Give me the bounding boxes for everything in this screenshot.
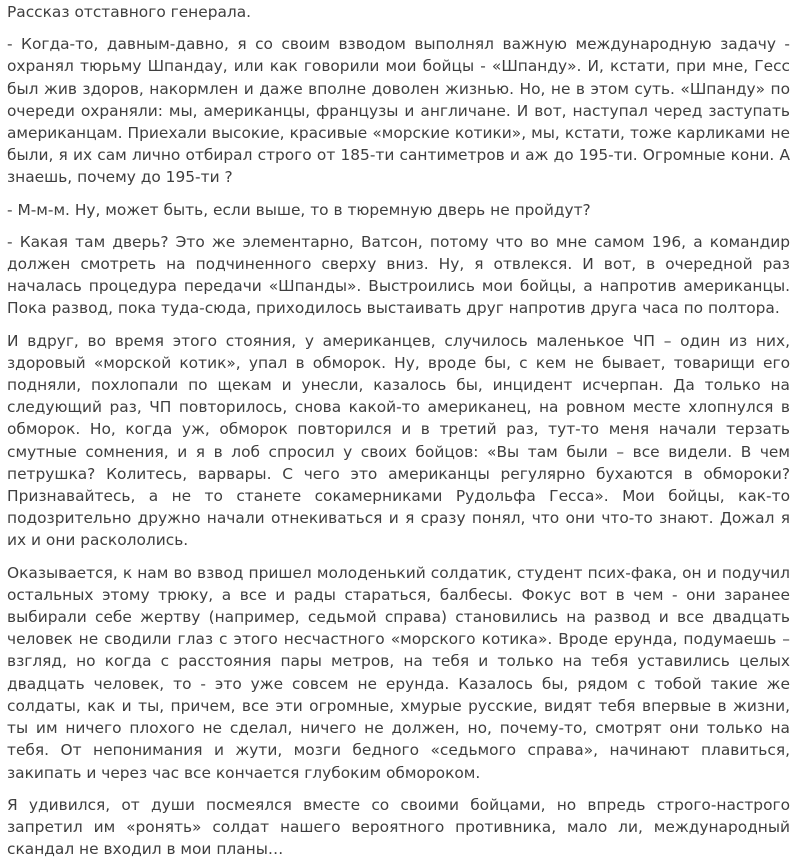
article-paragraph: И вдруг, во время этого стояния, у американцев, случилось маленькое ЧП – один из них, здоровый «морской котик», упал в обморок. Ну, вроде бы, с кем не бывает, товарищи его подняли, похлопали по щекам и унесли, казалось бы, инцидент исчерпан. Да только на следующий раз, ЧП повторилось, снова какой-то американец, на ровном месте хлопнулся в обморок. Но, когда уж, обморок повторился и в третий раз, тут-то меня начали терзать смутные сомнения, и я в лоб спросил у своих бойцов: «Вы там были – все видели. В чем петрушка? Колитесь, варвары. С чего это американцы регулярно бухаются в обмороки? Признавайтесь, а не то станете сокамерниками Рудольфа Гесса». Мои бойцы, как-то подозрительно дружно начали отнекиваться и я сразу понял, что они что-то знают. Дожал я их и они раскололись.	[7, 331, 790, 550]
article-paragraph: - Когда-то, давным-давно, я со своим взводом выполнял важную международную задачу - охранял тюрьму Шпандау, или как говорили мои бойцы - «Шпанду». И, кстати, при мне, Гесс был жив здоров, накормлен и даже вполне доволен жизнью. Но, не в этом суть. «Шпанду» по очереди охраняли: мы, американцы, французы и англичане. И вот, наступал черед заступать американцам. Приехали высокие, красивые «морские котики», мы, кстати, тоже карликами не были, я их сам лично отбирал строго от 185-ти сантиметров и аж до 195-ти. Огромные кони. А знаешь, почему до 195-ти ?	[7, 35, 790, 187]
article-paragraph: - Какая там дверь? Это же элементарно, Ватсон, потому что во мне самом 196, а командир должен смотреть на подчиненного сверху вниз. Ну, я отвлекся. И вот, в очередной раз началась процедура передачи «Шпанды». Выстроились мои бойцы, а напротив американцы. Пока развод, пока туда-сюда, приходилось выстаивать друг напротив друга часа по полтора.	[7, 232, 790, 318]
article-paragraph: Оказывается, к нам во взвод пришел молоденький солдатик, студент псих-факa, он и подучил остальных этому трюку, а все и рады стараться, балбесы. Фокус вот в чем - они заранее выбирали себе жертву (например, седьмой справа) становились на развод и все двадцать человек не сводили глаз с этого несчастного «морского котика». Вроде ерунда, подумаешь – взгляд, но когда с расстояния пары метров, на тебя и только на тебя уставились целых двадцать человек, то - это уже совсем не ерунда. Казалось бы, рядом с тобой такие же солдаты, как и ты, причем, все эти огромные, хмурые русские, видят тебя впервые в жизни, ты им ничего плохого не сделал, ничего не должен, но, почему-то, смотрят они только на тебя. От непонимания и жути, мозги бедного «седьмого справа», начинают плавиться, закипать и через час все кончается глубоким обмороком.	[7, 563, 790, 782]
article-paragraph: - М-м-м. Ну, может быть, если выше, то в тюремную дверь не пройдут?	[7, 200, 591, 219]
article-paragraph: Я удивился, от души посмеялся вместе со своими бойцами, но впредь строго-настрого запретил им «ронять» солдат нашего вероятного противника, мало ли, международный скандал не входил в мои планы…	[7, 795, 790, 859]
article-title: Рассказ отставного генерала.	[7, 3, 252, 21]
